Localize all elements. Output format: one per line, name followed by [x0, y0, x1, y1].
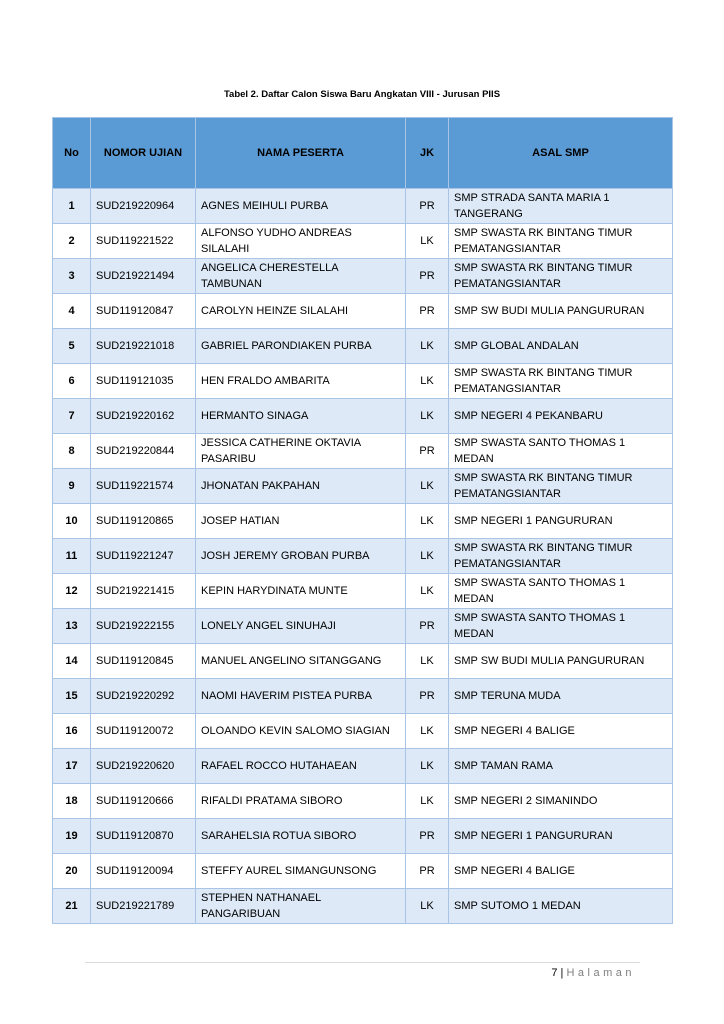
cell-nama-peserta: STEPHEN NATHANAEL PANGARIBUAN [196, 889, 406, 924]
table-row [53, 189, 673, 224]
table-row [53, 469, 673, 504]
cell-jk: PR [406, 609, 449, 644]
cell-nama-peserta: JESSICA CATHERINE OKTAVIA PASARIBU [196, 434, 406, 469]
cell-nama-peserta: RAFAEL ROCCO HUTAHAEAN [196, 749, 406, 784]
cell-asal-smp: SMP NEGERI 4 BALIGE [449, 854, 673, 889]
cell-asal-smp: SMP SWASTA RK BINTANG TIMUR PEMATANGSIANTAR [449, 539, 673, 574]
cell-nomor-ujian: SUD119120847 [91, 294, 196, 329]
cell-nama-peserta: JOSEP HATIAN [196, 504, 406, 539]
cell-nomor-ujian: SUD219220844 [91, 434, 196, 469]
page-number: 7 [551, 967, 558, 979]
header-asal-smp: ASAL SMP [449, 118, 673, 189]
cell-nomor-ujian: SUD219220964 [91, 189, 196, 224]
cell-nama-peserta: RIFALDI PRATAMA SIBORO [196, 784, 406, 819]
cell-asal-smp: SMP STRADA SANTA MARIA 1 TANGERANG [449, 189, 673, 224]
cell-nomor-ujian: SUD219220620 [91, 749, 196, 784]
cell-no: 1 [53, 189, 91, 224]
cell-no: 13 [53, 609, 91, 644]
cell-asal-smp: SMP TAMAN RAMA [449, 749, 673, 784]
table-row [53, 749, 673, 784]
cell-no: 17 [53, 749, 91, 784]
cell-asal-smp: SMP NEGERI 2 SIMANINDO [449, 784, 673, 819]
cell-nomor-ujian: SUD219220292 [91, 679, 196, 714]
table-row [53, 539, 673, 574]
cell-asal-smp: SMP SW BUDI MULIA PANGURURAN [449, 294, 673, 329]
cell-asal-smp: SMP SUTOMO 1 MEDAN [449, 889, 673, 924]
cell-nomor-ujian: SUD219221789 [91, 889, 196, 924]
table-row [53, 854, 673, 889]
cell-no: 20 [53, 854, 91, 889]
cell-nama-peserta: LONELY ANGEL SINUHAJI [196, 609, 406, 644]
cell-nama-peserta: CAROLYN HEINZE SILALAHI [196, 294, 406, 329]
cell-no: 5 [53, 329, 91, 364]
cell-asal-smp: SMP SW BUDI MULIA PANGURURAN [449, 644, 673, 679]
cell-jk: LK [406, 329, 449, 364]
header-nomor-ujian: NOMOR UJIAN [91, 118, 196, 189]
cell-jk: LK [406, 469, 449, 504]
table-row [53, 364, 673, 399]
table-row [53, 679, 673, 714]
cell-nama-peserta: OLOANDO KEVIN SALOMO SIAGIAN [196, 714, 406, 749]
cell-jk: LK [406, 364, 449, 399]
cell-jk: LK [406, 504, 449, 539]
cell-nomor-ujian: SUD119120845 [91, 644, 196, 679]
table-row [53, 644, 673, 679]
table-row [53, 329, 673, 364]
cell-asal-smp: SMP SWASTA RK BINTANG TIMUR PEMATANGSIANTAR [449, 259, 673, 294]
table-row [53, 399, 673, 434]
cell-jk: PR [406, 189, 449, 224]
cell-no: 9 [53, 469, 91, 504]
cell-nama-peserta: ALFONSO YUDHO ANDREAS SILALAHI [196, 224, 406, 259]
cell-no: 11 [53, 539, 91, 574]
cell-no: 18 [53, 784, 91, 819]
table-row [53, 784, 673, 819]
cell-no: 4 [53, 294, 91, 329]
page-footer [551, 967, 635, 979]
cell-nomor-ujian: SUD119120870 [91, 819, 196, 854]
cell-no: 14 [53, 644, 91, 679]
cell-no: 16 [53, 714, 91, 749]
cell-nomor-ujian: SUD119221522 [91, 224, 196, 259]
cell-asal-smp: SMP SWASTA RK BINTANG TIMUR PEMATANGSIANTAR [449, 364, 673, 399]
table-caption: Tabel 2. Daftar Calon Siswa Baru Angkatan VIII - Jurusan PIIS [223, 89, 501, 100]
header-no: No [53, 118, 91, 189]
cell-nomor-ujian: SUD119221574 [91, 469, 196, 504]
cell-asal-smp: SMP GLOBAL ANDALAN [449, 329, 673, 364]
cell-nama-peserta: AGNES MEIHULI PURBA [196, 189, 406, 224]
cell-asal-smp: SMP SWASTA SANTO THOMAS 1 MEDAN [449, 609, 673, 644]
table-row [53, 224, 673, 259]
cell-jk: LK [406, 749, 449, 784]
cell-no: 15 [53, 679, 91, 714]
cell-jk: LK [406, 539, 449, 574]
cell-nama-peserta: ANGELICA CHERESTELLA TAMBUNAN [196, 259, 406, 294]
header-jk: JK [406, 118, 449, 189]
cell-asal-smp: SMP NEGERI 1 PANGURURAN [449, 504, 673, 539]
cell-asal-smp: SMP TERUNA MUDA [449, 679, 673, 714]
cell-asal-smp: SMP SWASTA RK BINTANG TIMUR PEMATANGSIANTAR [449, 224, 673, 259]
table-header-row [53, 118, 673, 189]
cell-asal-smp: SMP SWASTA RK BINTANG TIMUR PEMATANGSIANTAR [449, 469, 673, 504]
footer-divider [85, 962, 640, 963]
cell-nama-peserta: JOSH JEREMY GROBAN PURBA [196, 539, 406, 574]
cell-nama-peserta: GABRIEL PARONDIAKEN PURBA [196, 329, 406, 364]
cell-asal-smp: SMP NEGERI 4 BALIGE [449, 714, 673, 749]
cell-no: 19 [53, 819, 91, 854]
cell-jk: LK [406, 644, 449, 679]
table-row [53, 294, 673, 329]
cell-jk: PR [406, 259, 449, 294]
cell-asal-smp: SMP SWASTA SANTO THOMAS 1 MEDAN [449, 434, 673, 469]
cell-no: 12 [53, 574, 91, 609]
cell-jk: PR [406, 679, 449, 714]
cell-jk: PR [406, 434, 449, 469]
table-row [53, 609, 673, 644]
cell-nomor-ujian: SUD119121035 [91, 364, 196, 399]
cell-no: 8 [53, 434, 91, 469]
table-row [53, 889, 673, 924]
table-row [53, 714, 673, 749]
table-row [53, 574, 673, 609]
cell-nama-peserta: NAOMI HAVERIM PISTEA PURBA [196, 679, 406, 714]
student-table [52, 117, 673, 924]
cell-nama-peserta: STEFFY AUREL SIMANGUNSONG [196, 854, 406, 889]
cell-nomor-ujian: SUD119120865 [91, 504, 196, 539]
table-row [53, 434, 673, 469]
cell-no: 6 [53, 364, 91, 399]
cell-asal-smp: SMP SWASTA SANTO THOMAS 1 MEDAN [449, 574, 673, 609]
cell-nomor-ujian: SUD219221415 [91, 574, 196, 609]
cell-nomor-ujian: SUD219221018 [91, 329, 196, 364]
cell-jk: LK [406, 399, 449, 434]
cell-nama-peserta: HERMANTO SINAGA [196, 399, 406, 434]
cell-jk: LK [406, 714, 449, 749]
cell-no: 3 [53, 259, 91, 294]
cell-nomor-ujian: SUD219222155 [91, 609, 196, 644]
cell-asal-smp: SMP NEGERI 4 PEKANBARU [449, 399, 673, 434]
cell-jk: LK [406, 889, 449, 924]
cell-no: 7 [53, 399, 91, 434]
cell-nama-peserta: SARAHELSIA ROTUA SIBORO [196, 819, 406, 854]
cell-jk: PR [406, 854, 449, 889]
cell-nama-peserta: MANUEL ANGELINO SITANGGANG [196, 644, 406, 679]
page-label: Halaman [566, 967, 635, 979]
cell-jk: LK [406, 784, 449, 819]
footer-separator: | [560, 967, 564, 979]
table-row [53, 259, 673, 294]
table-row [53, 504, 673, 539]
cell-no: 2 [53, 224, 91, 259]
cell-no: 10 [53, 504, 91, 539]
cell-nama-peserta: HEN FRALDO AMBARITA [196, 364, 406, 399]
cell-nama-peserta: JHONATAN PAKPAHAN [196, 469, 406, 504]
cell-asal-smp: SMP NEGERI 1 PANGURURAN [449, 819, 673, 854]
cell-nomor-ujian: SUD219221494 [91, 259, 196, 294]
cell-nomor-ujian: SUD119120094 [91, 854, 196, 889]
cell-nama-peserta: KEPIN HARYDINATA MUNTE [196, 574, 406, 609]
cell-nomor-ujian: SUD119120666 [91, 784, 196, 819]
cell-nomor-ujian: SUD119120072 [91, 714, 196, 749]
cell-jk: PR [406, 294, 449, 329]
cell-jk: LK [406, 574, 449, 609]
cell-jk: LK [406, 224, 449, 259]
table-row [53, 819, 673, 854]
cell-nomor-ujian: SUD119221247 [91, 539, 196, 574]
cell-jk: PR [406, 819, 449, 854]
header-nama-peserta: NAMA PESERTA [196, 118, 406, 189]
cell-nomor-ujian: SUD219220162 [91, 399, 196, 434]
cell-no: 21 [53, 889, 91, 924]
